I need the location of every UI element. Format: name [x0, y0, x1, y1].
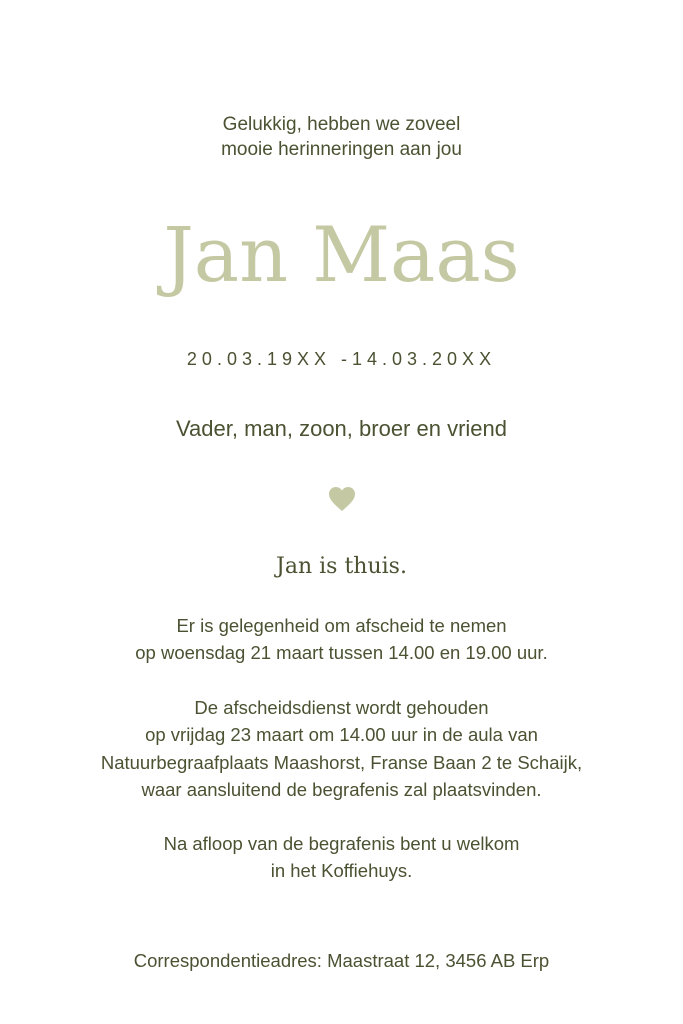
subtitle: Jan is thuis.	[276, 554, 407, 579]
deceased-name: Jan Maas	[163, 210, 520, 299]
farewell-paragraph	[0, 612, 683, 667]
intro-text	[0, 112, 683, 162]
intro-line-1: Gelukkig, hebben we zoveel	[222, 114, 461, 135]
after-line-1: Na afloop van de begrafenis bent u welkom	[163, 833, 520, 854]
farewell-line-1: Er is gelegenheid om afscheid te nemen	[176, 615, 507, 636]
service-line-1: De afscheidsdienst wordt gehouden	[194, 697, 489, 718]
service-line-2: op vrijdag 23 maart om 14.00 uur in de aula van	[145, 724, 538, 746]
correspondence-address: Correspondentieadres: Maastraat 12, 3456 AB Erp	[133, 950, 550, 971]
service-paragraph	[0, 694, 683, 803]
service-line-3: Natuurbegraafplaats Maashorst, Franse Baan 2 te Schaijk,	[100, 751, 583, 773]
farewell-line-2: op woensdag 21 maart tussen 14.00 en 19.00 uur.	[135, 642, 548, 664]
after-paragraph	[0, 830, 683, 885]
intro-line-2: mooie herinneringen aan jou	[221, 139, 462, 160]
after-line-2: in het Koffiehuys.	[270, 860, 413, 882]
life-dates: 20.03.19XX -14.03.20XX	[186, 349, 497, 369]
heart-icon	[328, 486, 356, 512]
service-line-4: waar aansluitend de begrafenis zal plaatsvinden.	[141, 778, 542, 800]
role-text: Vader, man, zoon, broer en vriend	[175, 416, 507, 441]
